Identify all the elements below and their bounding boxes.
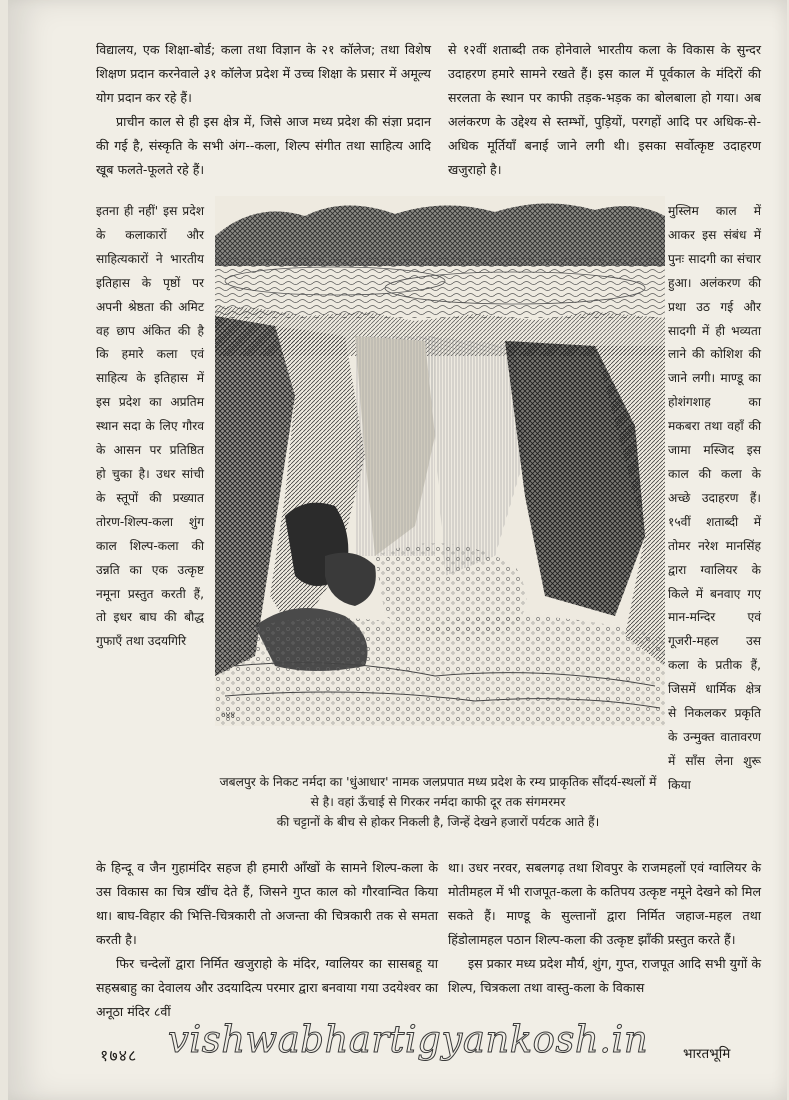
right-column-top [448,38,761,182]
left-column-top [96,38,431,182]
paragraph: मुस्लिम काल में आकर इस संबंध में पुनः सादगी का संचार हुआ। अलंकरण की प्रथा उठ गई और सादगी में ही भव्यता लाने की कोशिश की जाने लगी। माण्डू का होशंगशाह का मकबरा तथा वहाँ की जामा मस्जिद इस काल की कला के अच्छे उदाहरण हैं। १५वीं शताब्दी में तोमर नरेश मानसिंह द्वारा ग्वालियर के किले में बनवाए गए मान-मन्दिर एवं गूजरी-महल उस कला के प्रतीक हैं, जिसमें धार्मिक क्षेत्र से निकलकर प्रकृति के उन्मुक्त वातावरण में साँस लेना शुरू किया [668,204,761,792]
figure-caption [218,772,658,832]
paragraph: विद्यालय, एक शिक्षा-बोर्ड; कला तथा विज्ञान के २१ कॉलेज; तथा विशेष शिक्षण प्रदान करनेवाले ३१ कॉलेज प्रदेश में उच्च शिक्षा के प्रसार में अमूल्य योग प्रदान कर रहे हैं। [96,42,431,105]
paragraph: इस प्रकार मध्य प्रदेश मौर्य, शुंग, गुप्त, राजपूत आदि सभी युगों के शिल्प, चित्रकला तथा वास्तु-कला के विकास [448,956,761,995]
running-section-title: भारतभूमि [683,1046,731,1062]
artist-mark: ०४४ [221,711,236,721]
caption-line: जबलपुर के निकट नर्मदा का 'धुंआधार' नामक जलप्रपात मध्य प्रदेश के रम्य प्राकृतिक सौंदर्य-स्थलों में से है। वहां ऊँचाई से गिरकर नर्मदा काफी दूर तक संगमरमर [219,775,657,809]
page-number: १७४८ [100,1046,138,1065]
right-column-beside-figure [668,200,761,798]
paragraph: प्राचीन काल से ही इस क्षेत्र में, जिसे आज मध्य प्रदेश की संज्ञा प्रदान की गई है, संस्कृति के सभी अंग--कला, शिल्प संगीत तथा साहित्य आदि खूब फलते-फूलते रहे हैं। [96,114,431,177]
watermark-text: vishwabhartigyankosh.in [168,1018,649,1061]
caption-line: की चट्टानों के बीच से होकर निकली है, जिन्हें देखने हजारों पर्यटक आते हैं। [276,815,600,829]
paragraph: फिर चन्देलों द्वारा निर्मित खजुराहो के मंदिर, ग्वालियर का सासबहू या सहस्रबाहु का देवालय और उदयादित्य परमार द्वारा बनवाया गया उदयेश्वर का अनूठा मंदिर ८वीं [96,956,438,1019]
paragraph: से १२वीं शताब्दी तक होनेवाले भारतीय कला के विकास के सुन्दर उदाहरण हमारे सामने रखते हैं। इस काल में पूर्वकाल के मंदिरों की सरलता के स्थान पर काफी तड़क-भड़क का बोलबाला हो गया। अब अलंकरण के उद्देश्य से स्तम्भों, पुड़ियों, परगहों आदि पर अधिक-से-अधिक मूर्तियाँ बनाई जाने लगी थी। इसका सर्वोत्कृष्ट उदाहरण खजुराहो है। [448,42,761,177]
paragraph: था। उधर नरवर, सबलगढ़ तथा शिवपुर के राजमहलों एवं ग्वालियर के मोतीमहल में भी राजपूत-कला के कतिपय उत्कृष्ट नमूने देखने को मिल सकते हैं। माण्डू के सुल्तानों द्वारा निर्मित जहाज-महल तथा हिंडोलामहल पठान शिल्प-कला की उत्कृष्ट झाँकी प्रस्तुत करते हैं। [448,860,761,947]
left-column-bottom [96,856,438,1024]
paragraph: इतना ही नहीं' इस प्रदेश के कलाकारों और साहित्यकारों ने भारतीय इतिहास के पृष्ठों पर अपनी श्रेष्ठता की अमिट वह छाप अंकित की है कि हमारे कला एवं साहित्य के इतिहास में इस प्रदेश का अप्रतिम स्थान सदा के लिए गौरव के आसन पर प्रतिष्ठित हो चुका है। उधर सांची के स्तूपों की प्रख्यात तोरण-शिल्प-कला शुंग काल शिल्प-कला की उन्नति का एक उत्कृष्ट नमूना प्रस्तुत करती हैं, तो इधर बाघ की बौद्ध गुफाएँ तथा उदयगिरि [96,204,204,649]
left-column-beside-figure [96,200,204,654]
paragraph: के हिन्दू व जैन गुहामंदिर सहज ही हमारी आँखों के सामने शिल्प-कला के उस विकास का चित्र खींच देते हैं, जिसने गुप्त काल को गौरवान्वित किया था। बाघ-विहार की भित्ति-चित्रकारी तो अजन्ता की चित्रकारी तक से समता करती है। [96,860,438,947]
waterfall-illustration [215,196,665,726]
right-column-bottom [448,856,761,1000]
